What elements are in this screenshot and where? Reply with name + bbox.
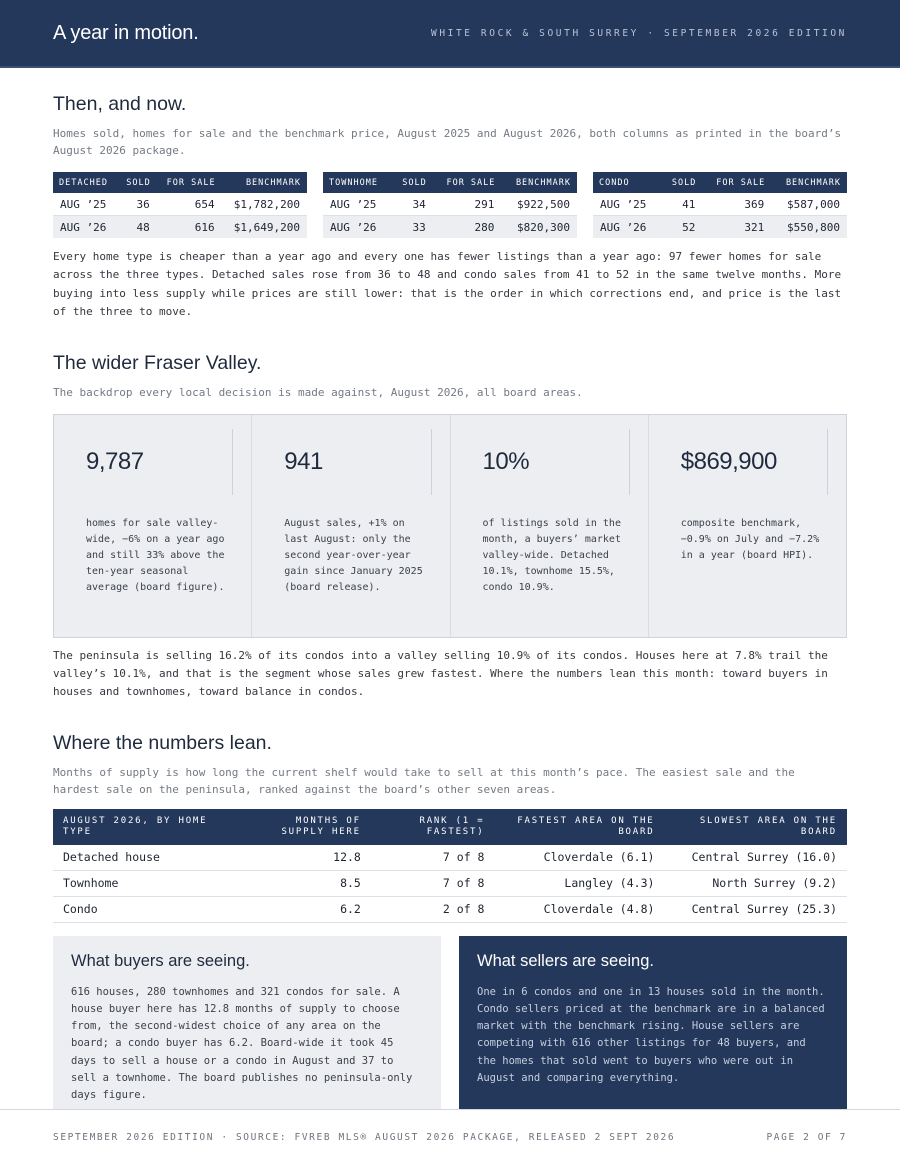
table-row: [53, 870, 847, 896]
table-cell: $550,800: [771, 216, 847, 239]
masthead-title: A year in motion.: [53, 21, 199, 44]
then-now-paragraph: Every home type is cheaper than a year ago and every one has fewer listings than a year ago: 97 fewer homes for sale across the three types. Detached sales rose from 36 to 48 and condo sales from 41 to 52 in the same twelve months. More buying into less supply while prices are still lower: that is the order in which corrections end, and price is the last of the three to move.: [53, 250, 842, 319]
table-cell: 291: [433, 193, 502, 216]
table-cell: Detached house: [53, 845, 241, 871]
column-header: SLOWEST AREA ON THE BOARD: [664, 809, 847, 845]
column-header: FOR SALE: [433, 172, 502, 193]
detached-comparison-table: [53, 172, 307, 238]
table-cell: 7 of 8: [371, 845, 495, 871]
table-cell: 48: [118, 216, 157, 239]
table-cell: 654: [157, 193, 222, 216]
table-cell: 280: [433, 216, 502, 239]
table-cell: AUG ’25: [593, 193, 661, 216]
valley-stats-panel: [53, 414, 847, 638]
table-row: [593, 216, 847, 239]
stat-card: [54, 415, 252, 637]
edition-label: WHITE ROCK & SOUTH SURREY · SEPTEMBER 2026 EDITION: [431, 27, 847, 39]
table-row: [53, 896, 847, 922]
column-header: RANK (1 = FASTEST): [371, 809, 495, 845]
column-header: FASTEST AREA ON THE BOARD: [494, 809, 664, 845]
stat-description: composite benchmark, −0.9% on July and −7.2% in a year (board HPI).: [680, 517, 820, 561]
fraser-valley-paragraph: The peninsula is selling 16.2% of its condos into a valley selling 10.9% of its condos. Houses here at 7.8% trail the valley’s 10.1%, and that is the segment whose sales grew fastest. Where the numbers lean this month: toward buyers in houses and townhomes, toward balance in condos.: [53, 648, 828, 699]
footer-source: SEPTEMBER 2026 EDITION · SOURCE: FVREB MLS® AUGUST 2026 PACKAGE, RELEASED 2 SEPT 2026: [53, 1132, 676, 1143]
condo-comparison-table: [593, 172, 847, 238]
table-cell: Central Surrey (25.3): [664, 896, 847, 922]
months-of-supply-table: [53, 809, 847, 923]
table-cell: Langley (4.3): [494, 870, 664, 896]
section-title-then-now: Then, and now.: [53, 93, 187, 115]
table-cell: Cloverdale (4.8): [494, 896, 664, 922]
buyers-panel-text: 616 houses, 280 townhomes and 321 condos for sale. A house buyer here has 12.8 months of supply to choose from, the second-widest choice of any area on the board; a condo buyer has 6.2. Board-wide it took 45 days to sell a house or a condo in August and 37 to sell a townhome. The board publishes no peninsula-only days figure.: [71, 985, 413, 1102]
table-cell: 369: [702, 193, 771, 216]
column-header: MONTHS OF SUPPLY HERE: [241, 809, 371, 845]
table-row: [53, 193, 307, 216]
table-cell: $922,500: [501, 193, 577, 216]
table-header-row: [593, 172, 847, 193]
table-cell: Cloverdale (6.1): [494, 845, 664, 871]
table-cell: AUG ’26: [593, 216, 661, 239]
stat-value: $869,900: [680, 447, 777, 475]
table-cell: 6.2: [241, 896, 371, 922]
buyers-panel: [53, 936, 441, 1121]
column-header: BENCHMARK: [771, 172, 847, 193]
table-cell: Central Surrey (16.0): [664, 845, 847, 871]
table-cell: 34: [392, 193, 433, 216]
table-cell: Condo: [53, 896, 241, 922]
table-header-row: [53, 809, 847, 845]
table-cell: 52: [661, 216, 702, 239]
table-row: [323, 216, 577, 239]
column-header: TOWNHOME: [323, 172, 392, 193]
table-row: [323, 193, 577, 216]
column-header: DETACHED: [53, 172, 118, 193]
table-cell: North Surrey (9.2): [664, 870, 847, 896]
table-cell: 616: [157, 216, 222, 239]
table-header-row: [323, 172, 577, 193]
divider: [827, 429, 828, 495]
page-number: PAGE 2 OF 7: [766, 1132, 847, 1143]
table-cell: 8.5: [241, 870, 371, 896]
stat-value: 9,787: [86, 447, 144, 475]
stat-value: 941: [284, 447, 323, 475]
stat-description: August sales, +1% on last August: only the second year-over-year gain since January 2025 (board release).: [284, 517, 423, 593]
table-cell: AUG ’25: [53, 193, 118, 216]
table-row: [53, 216, 307, 239]
column-header: FOR SALE: [702, 172, 771, 193]
townhome-comparison-table: [323, 172, 577, 238]
table-cell: AUG ’26: [323, 216, 392, 239]
column-header: BENCHMARK: [222, 172, 307, 193]
section-title-fraser-valley: The wider Fraser Valley.: [53, 351, 262, 374]
buyers-panel-title: What buyers are seeing.: [71, 951, 250, 970]
column-header: FOR SALE: [157, 172, 222, 193]
table-cell: Townhome: [53, 870, 241, 896]
table-cell: $587,000: [771, 193, 847, 216]
table-row: [53, 845, 847, 871]
page-footer: [0, 1109, 900, 1165]
table-cell: 321: [702, 216, 771, 239]
column-header: BENCHMARK: [501, 172, 577, 193]
sellers-panel-text: One in 6 condos and one in 13 houses sold in the month. Condo sellers priced at the benchmark are in a balanced market with the benchmark rising. House sellers are competing with 616 other listings for 48 buyers, and the homes that sold went to buyers who were out in August and comparing everything.: [477, 985, 825, 1084]
column-header: AUGUST 2026, BY HOME TYPE: [53, 809, 241, 845]
table-cell: AUG ’25: [323, 193, 392, 216]
column-header: CONDO: [593, 172, 661, 193]
table-cell: 12.8: [241, 845, 371, 871]
table-header-row: [53, 172, 307, 193]
table-cell: AUG ’26: [53, 216, 118, 239]
divider: [629, 429, 630, 495]
table-cell: 7 of 8: [371, 870, 495, 896]
table-cell: 2 of 8: [371, 896, 495, 922]
divider: [232, 429, 233, 495]
divider: [431, 429, 432, 495]
table-cell: $1,649,200: [222, 216, 307, 239]
stat-description: homes for sale valley-wide, −6% on a year ago and still 33% above the ten-year seasonal average (board figure).: [86, 517, 225, 593]
sellers-panel-title: What sellers are seeing.: [477, 951, 654, 970]
section-subtitle-where-numbers-lean: Months of supply is how long the current shelf would take to sell at this month’s pace. The easiest sale and the hardest sale on the peninsula, ranked against the board’s other seven areas.: [53, 765, 795, 796]
table-row: [593, 193, 847, 216]
stat-card: [252, 415, 450, 637]
table-cell: 33: [392, 216, 433, 239]
table-cell: $1,782,200: [222, 193, 307, 216]
section-title-where-numbers-lean: Where the numbers lean.: [53, 731, 272, 754]
table-cell: $820,300: [501, 216, 577, 239]
stat-value: 10%: [482, 447, 530, 475]
stat-card: [649, 415, 846, 637]
column-header: SOLD: [661, 172, 702, 193]
stat-description: of listings sold in the month, a buyers’ market valley-wide. Detached 10.1%, townhome 15.5%, condo 10.9%.: [482, 517, 621, 593]
sellers-panel: [459, 936, 847, 1121]
column-header: SOLD: [392, 172, 433, 193]
table-cell: 36: [118, 193, 157, 216]
stat-card: [451, 415, 649, 637]
perspective-panels: [53, 936, 847, 1121]
section-subtitle-then-now: Homes sold, homes for sale and the benchmark price, August 2025 and August 2026, both columns as printed in the board’s August 2026 package.: [53, 127, 842, 157]
column-header: SOLD: [118, 172, 157, 193]
masthead: [0, 0, 900, 68]
year-comparison-tables: [53, 172, 847, 238]
section-subtitle-fraser-valley: The backdrop every local decision is made against, August 2026, all board areas.: [53, 385, 583, 399]
table-cell: 41: [661, 193, 702, 216]
